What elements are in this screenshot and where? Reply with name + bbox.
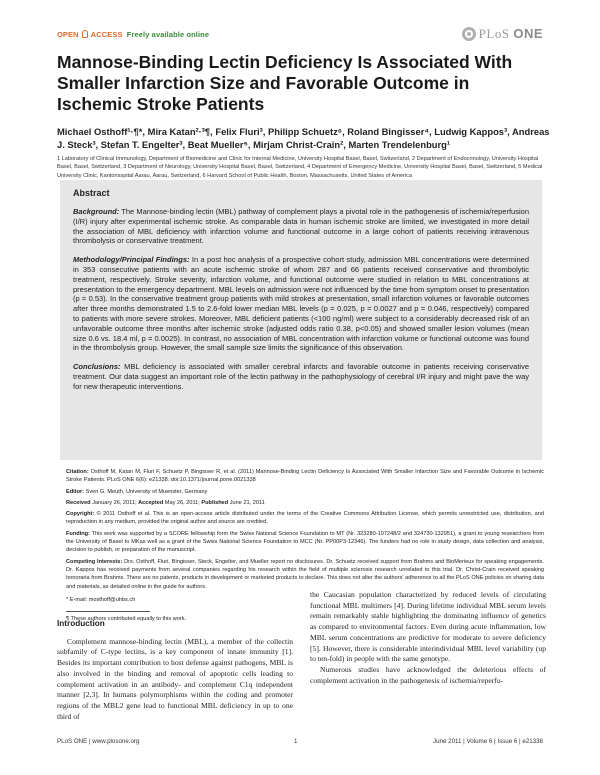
- open-access-right: ACCESS: [90, 30, 123, 39]
- footer-issue: June 2011 | Volume 6 | Issue 6 | e21338: [433, 738, 543, 745]
- intro-paragraph-1-continued: the Caucasian population characterized by reduced levels of circulating functional MBL multimers [4]. During lifetime individual MBL serum levels remain remarkably stable highlighting the dominating influence of genetics as compared to environmental factors. Even during acute inflammation, low MBL serum concentrations are predictive for moderate to severe deficiency [5]. However, there is considerable interindividual MBL level variability (up to ten-fold) in people with the same genotype.: [310, 590, 546, 664]
- equal-contribution-note: ¶ These authors contributed equally to this work.: [66, 616, 187, 623]
- dates: Received January 26, 2011; Accepted May 26, 2011; Published June 21, 2011: [66, 499, 265, 506]
- abstract-conclusions: Conclusions: MBL deficiency is associated with smaller cerebral infarcts and favorable outcome in patients receiving conservative treatment. Our data suggest an important role of the lectin pathway in the pathophysiology of cerebral I/R injury and might pave the way for new therapeutic interventions.: [73, 362, 529, 391]
- open-access-left: OPEN: [57, 30, 79, 39]
- open-access-badge: [57, 30, 209, 39]
- corresponding-email: * E-mail: mosthoff@uhbs.ch: [66, 596, 136, 603]
- page-header: [57, 26, 543, 50]
- article-title: Mannose-Binding Lectin Deficiency Is Associated With Smaller Infarction Size and Favorable Outcome in Ischemic Stroke Patients: [57, 52, 513, 114]
- body-column-left: [57, 590, 293, 722]
- section-heading-introduction: Introduction: [57, 619, 105, 628]
- page-number: 1: [294, 738, 298, 745]
- journal-logo-text: PLoS ONE: [478, 26, 543, 41]
- journal-logo: [462, 26, 543, 42]
- copyright: Copyright: © 2011 Osthoff et al. This is an open-access article distributed under the terms of the Creative Commons Attribution License, which permits unrestricted use, distribution, and reproduction in any medium, provided the original author and source are credited.: [66, 511, 544, 526]
- open-access-lock-icon: [82, 30, 88, 38]
- abstract-heading: Abstract: [73, 188, 110, 198]
- footer-journal: PLoS ONE | www.plosone.org: [57, 738, 140, 745]
- funding: Funding: This work was supported by a SCORE fellowship form the Swiss National Science Foundation to MT (Nr. 323280-107248/2 and 324730-132951), a grant to young researchers from the University of Basel to MKas well as a grant of the Swiss National Science Foundation to MCC (Nr. PP00P3-12346). The funders had no role in study design, data collection and analysis, decision to publish, or preparation of the manuscript.: [66, 530, 544, 554]
- plos-logo-icon: [462, 27, 476, 41]
- abstract-background: Background: The Mannose-binding lectin (MBL) pathway of complement plays a pivotal role in the pathogenesis of ischemia/reperfusion (I/R) injury after experimental ischemic stroke. As comparable data in human ischemic stroke are limited, we investigated in more detail the association of MBL deficiency with infarction volume and functional outcome in a large cohort of patients receiving intravenous thrombolysis or conservative treatment.: [73, 207, 529, 246]
- abstract-methods: Methodology/Principal Findings: In a post hoc analysis of a prospective cohort study, admission MBL concentrations were determined in 353 consecutive patients with an acute ischemic stroke of whom 287 and 66 patients received conservative and thrombolytic treatment, respectively. Stroke severity, infarction volume, and functional outcome were studied in relation to MBL concentrations at presentation to the emergency department. MBL levels on admission were not influenced by the time from symptom onset to presentation (p = 0.53). In the conservative treatment group patients with mild strokes at presentation, small infarction volumes or favorable outcomes after three months demonstrated 1.5 to 2.6-fold lower median MBL levels (p = 0.025, p = 0.0027 and p = 0.046, respectively) compared to patients with more severe strokes. Moreover, MBL deficient patients (<100 ng/ml) were subject to a considerably decreased risk of an unfavorable outcome three months after ischemic stroke (adjusted odds ratio 0.38, p<0.05) and showed smaller lesion volumes (mean size 0.6 vs. 18.4 ml, p = 0.0025). In contrast, no association of MBL concentration with infarction volume or functional outcome was found in the thrombolysis group. However, the small sample size limits the significance of this observation.: [73, 255, 530, 353]
- citation: Citation: Osthoff M, Katan M, Fluri F, Schuetz P, Bingisser R, et al. (2011) Mannose-Binding Lectin Deficiency Is Associated With Smaller Infarction Size and Favorable Outcome in Ischemic Stroke Patients. PLoS ONE 6(6): e21338. doi:10.1371/journal.pone.0021338: [66, 469, 544, 484]
- freely-available-label: Freely available online: [126, 30, 210, 39]
- editor: Editor: Sven G. Meuth, University of Muenster, Germany: [66, 488, 208, 495]
- intro-paragraph-2: Numerous studies have acknowledged the deleterious effects of complement activation in the pathogenesis of ischemia/reperfu-: [310, 664, 546, 685]
- competing-interests: Competing Interests: Drs. Osthoff, Fluri, Bingisser, Steck, Engelter, and Mueller report no disclosures. Dr. Schuetz received support from Brahms and BioMerieux for speaking engagements. Dr. Kappos has received payments from several companies regarding his research within the field of multiple sclerosis research unrelated to this trial. Dr. Christ-Crain received speaking honoraria from Brahms. There are no patents, products in development or marketed products to declare. This does not alter the authors' adherence to all the PLoS ONE policies on sharing data and materials, as detailed online in the guide for authors.: [66, 558, 544, 590]
- body-column-right: [310, 590, 546, 686]
- abstract-box: [60, 180, 542, 460]
- affiliations: 1 Laboratory of Clinical Immunology, Department of Biomedicine and Clinic for Internal Medicine, University Hospital Basel, Basel, Switzerland, 2 Department of Endocrinology, University Hospital Basel, Basel, Switzerland, 3 Department of Neurology, University Hospital Basel, Basel, Switzerland, 4 Department of Emergency Medicine, University Hospital Basel, Basel, Switzerland, 5 Medical University Clinic, Kantonsspital Aarau, Aarau, Switzerland, 6 Harvard School of Public Health, Boston, Massachusetts, United States of America: [57, 156, 543, 179]
- intro-paragraph-1: Complement mannose-binding lectin (MBL), a member of the collectin subfamily of C-type lectins, is a key component of innate immunity [1]. Besides its important contribution to host defense against pathogens, MBL is also involved in the binding and removal of apoptotic cells leading to complement activation in an antibody- and complement C1q independent manner [2,3]. In humans polymorphisms within the coding and promoter regions of the MBL2 gene lead to functional MBL deficiency in up to one third of: [57, 636, 293, 721]
- page-footer: [57, 738, 543, 750]
- author-list: Michael Osthoff¹·¶*, Mira Katan²·³¶, Felix Fluri³, Philipp Schuetz⁶, Roland Bingisser⁴, Ludwig Kappos³, Andreas J. Steck³, Stefan T. Engelter³, Beat Mueller⁵, Mirjam Christ-Crain², Marten Trendelenburg¹: [57, 126, 550, 150]
